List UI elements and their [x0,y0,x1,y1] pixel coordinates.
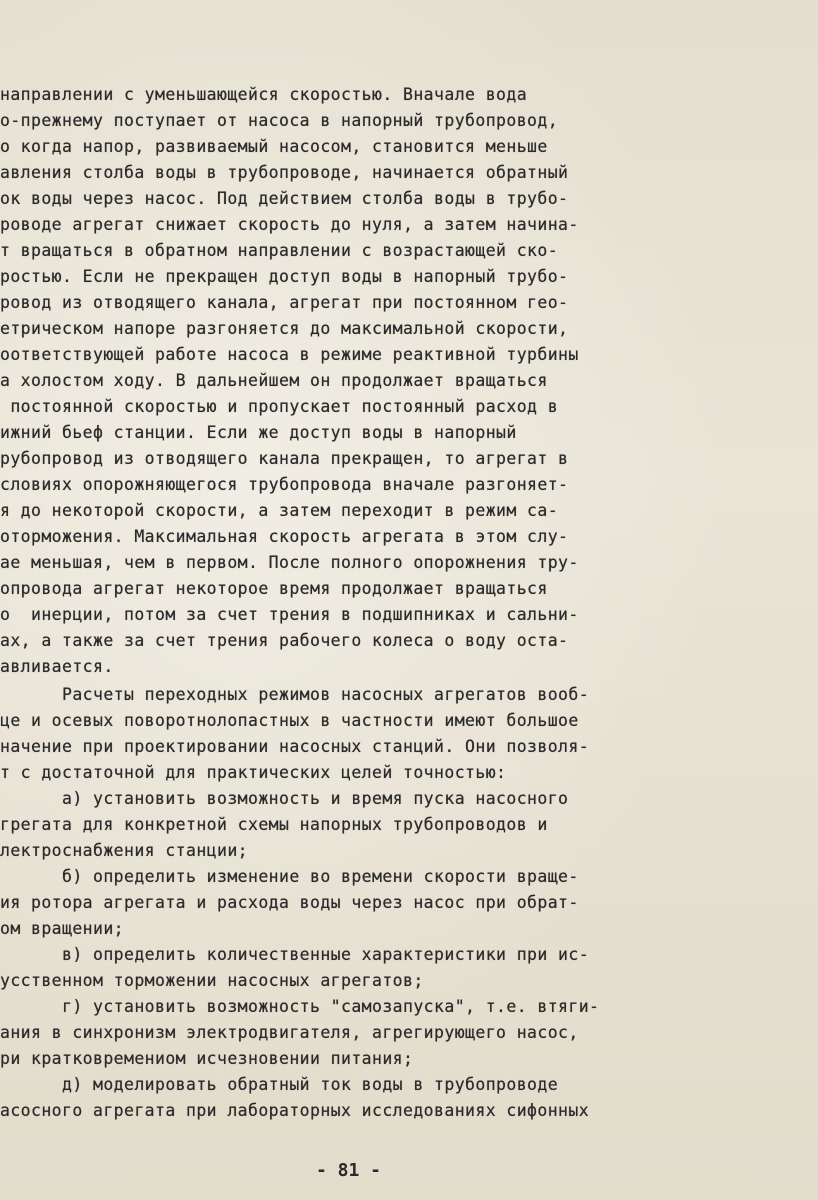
text-line: усственном торможении насосных агрегатов; [0,971,424,990]
text-line: в) определить количественные характеристики при ис- [0,945,590,964]
text-line: ах, а также за счет трения рабочего колеса о воду оста- [0,631,569,650]
text-line: а) установить возможность и время пуска насосного [0,789,569,808]
text-line: авливается. [0,657,114,676]
text-line: ом вращении; [0,919,125,938]
text-line: ия ротора агрегата и расхода воды через насос при обрат- [0,893,579,912]
text-line: етрическом напоре разгоняется до максимальной скорости, [0,319,569,338]
text-line: б) определить изменение во времени скорости враще- [0,867,579,886]
text-line: авления столба воды в трубопроводе, начинается обратный [0,163,569,182]
text-line: ания в синхронизм электродвигателя, агрегирующего насос, [0,1023,579,1042]
text-line: ок воды через насос. Под действием столба воды в трубо- [0,189,569,208]
text-line: а холостом ходу. В дальнейшем он продолжает вращаться [0,371,548,390]
text-line: о инерции, потом за счет трения в подшипниках и сальни- [0,605,579,624]
text-line: постоянной скоростью и пропускает постоянный расход в [0,397,559,416]
text-line: оторможения. Максимальная скорость агрегата в этом слу- [0,527,569,546]
text-line: ижний бьеф станции. Если же доступ воды в напорный [0,423,517,442]
text-line: о когда напор, развиваемый насосом, становится меньше [0,137,548,156]
text-line: лектроснабжения станции; [0,841,249,860]
text-line: т с достаточной для практических целей точностью: [0,763,507,782]
text-line: о-прежнему поступает от насоса в напорный трубопровод, [0,111,559,130]
text-line: опровода агрегат некоторое время продолжает вращаться [0,579,548,598]
text-line: т вращаться в обратном направлении с возрастающей ско- [0,241,559,260]
text-line: ростью. Если не прекращен доступ воды в напорный трубо- [0,267,569,286]
text-line: словиях опорожняющегося трубопровода вначале разгоняет- [0,475,569,494]
text-line: я до некоторой скорости, а затем переходит в режим са- [0,501,559,520]
text-line: направлении с уменьшающейся скоростью. Вначале вода [0,85,528,104]
text-line: Расчеты переходных режимов насосных агрегатов вооб- [0,685,590,704]
text-line: ае меньшая, чем в первом. После полного опорожнения тру- [0,553,579,572]
text-line: рубопровод из отводящего канала прекращен, то агрегат в [0,449,569,468]
text-line: ровод из отводящего канала, агрегат при постоянном гео- [0,293,569,312]
text-line: д) моделировать обратный ток воды в трубопроводе [0,1075,559,1094]
text-line: роводе агрегат снижает скорость до нуля, а затем начина- [0,215,579,234]
text-line: асосного агрегата при лабораторных исследованиях сифонных [0,1101,590,1120]
page-number: - 81 - [316,1160,382,1181]
text-line: грегата для конкретной схемы напорных трубопроводов и [0,815,548,834]
text-line: це и осевых поворотнолопастных в частности имеют большое [0,711,579,730]
text-line: г) установить возможность "самозапуска", т.е. втяги- [0,997,600,1016]
text-line: ри кратковремениом исчезновении питания; [0,1049,414,1068]
text-line: оответствующей работе насоса в режиме реактивной турбины [0,345,579,364]
text-line: начение при проектировании насосных станций. Они позволя- [0,737,590,756]
